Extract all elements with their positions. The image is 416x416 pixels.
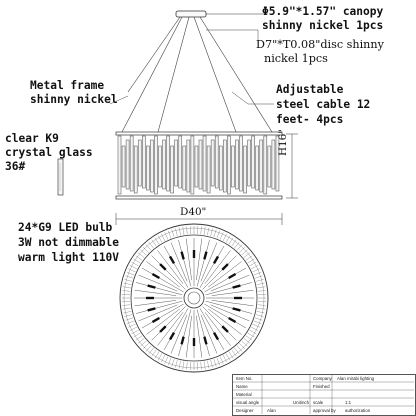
g9-bulb xyxy=(152,273,160,279)
frame-spoke xyxy=(204,304,246,328)
rim-crystal xyxy=(211,360,213,368)
frame-spoke xyxy=(152,306,186,340)
bulb-spec-line2: 3W not dimmable xyxy=(18,236,120,249)
rim-crystal xyxy=(175,360,177,368)
side-crystal xyxy=(219,146,222,190)
rim-crystal xyxy=(204,361,205,369)
frame-spoke xyxy=(197,310,209,356)
g9-bulb xyxy=(169,256,175,264)
g9-bulb xyxy=(221,325,228,332)
frame-spoke xyxy=(164,308,188,350)
side-crystal xyxy=(211,140,214,186)
side-crystal xyxy=(256,146,259,190)
rim-crystal xyxy=(258,305,266,306)
frame-spoke xyxy=(164,246,188,288)
side-crystal xyxy=(223,140,226,192)
rim-crystal xyxy=(161,355,165,362)
finished-label: Finished xyxy=(313,384,330,389)
steel-cables xyxy=(122,17,272,132)
side-crystal xyxy=(159,146,162,187)
designer-label: Designer xyxy=(236,408,254,413)
frame-spoke xyxy=(135,290,177,295)
scale-value: 1:1 xyxy=(345,400,352,405)
crystal-sample xyxy=(58,159,63,195)
rim-crystal xyxy=(123,308,131,309)
frame-spoke xyxy=(146,261,179,287)
frame-spoke xyxy=(186,316,191,358)
rim-crystal xyxy=(201,362,202,370)
rim-crystal xyxy=(124,283,132,285)
rim-crystal xyxy=(223,355,227,362)
frame-spoke xyxy=(205,312,231,345)
side-crystal xyxy=(207,146,210,193)
rim-crystal xyxy=(242,341,248,346)
rim-crystal xyxy=(140,341,146,346)
side-crystal xyxy=(235,140,238,189)
rim-crystal xyxy=(161,234,165,241)
g9-bulb xyxy=(180,251,184,259)
rim-crystal xyxy=(175,228,177,236)
canopy xyxy=(176,11,268,17)
company-label: Company xyxy=(313,376,332,381)
authorization-label: authorization xyxy=(345,408,371,413)
g9-bulb xyxy=(213,332,219,340)
rim-crystal xyxy=(244,253,250,258)
frame-spoke xyxy=(200,246,224,288)
side-view-chandelier xyxy=(116,132,282,199)
visual-angle-label: visual angle xyxy=(236,400,260,405)
frame-spoke xyxy=(157,250,183,283)
disc-spec-line2: nickel 1pcs xyxy=(264,52,328,65)
canopy-spec-line2: shinny nickel 1pcs xyxy=(262,19,384,32)
g9-bulb xyxy=(159,325,166,332)
side-crystal xyxy=(179,136,182,188)
side-crystal xyxy=(260,140,263,192)
frame-spoke xyxy=(157,312,183,345)
rim-crystal xyxy=(257,283,265,285)
rim-crystal xyxy=(179,361,181,369)
g9-bulb xyxy=(169,332,175,340)
unit-label: Unit xyxy=(293,400,301,405)
side-crystal xyxy=(126,140,129,189)
rim-crystal xyxy=(138,253,144,258)
frame-spoke xyxy=(196,316,201,358)
rim-crystal xyxy=(146,346,151,352)
frame-spoke xyxy=(142,268,184,292)
rim-crystal xyxy=(258,290,266,291)
cable-spec-line2: steel cable 12 xyxy=(276,98,371,111)
frame-spoke xyxy=(212,290,254,295)
frame-spoke xyxy=(202,306,236,340)
frame-spoke xyxy=(178,310,190,356)
side-crystal xyxy=(191,136,194,194)
frame-spoke xyxy=(152,256,186,290)
g9-bulb xyxy=(147,284,155,288)
top-view-chandelier xyxy=(120,224,268,372)
side-crystal xyxy=(146,146,149,190)
g9-bulb xyxy=(228,317,236,323)
side-crystal xyxy=(268,146,271,187)
g9-bulb xyxy=(232,284,240,288)
rim-crystal xyxy=(251,265,258,269)
frame-spoke xyxy=(142,304,184,328)
rim-crystal xyxy=(207,228,209,236)
g9-bulb xyxy=(221,263,228,270)
rim-crystal xyxy=(123,287,131,288)
frame-spoke xyxy=(212,300,254,305)
frame-spoke xyxy=(196,239,201,281)
side-crystal xyxy=(130,136,133,191)
rim-crystal xyxy=(201,226,202,234)
rim-crystal xyxy=(239,343,245,349)
rim-crystal xyxy=(130,327,137,331)
g9-bulb xyxy=(146,297,154,299)
side-crystal xyxy=(227,136,230,194)
glass-spec-line3: 36# xyxy=(5,160,26,173)
rim-crystal xyxy=(255,318,263,320)
side-crystal xyxy=(175,140,178,186)
rim-crystal xyxy=(204,227,205,235)
side-crystal xyxy=(240,136,243,191)
side-crystal xyxy=(138,140,141,186)
side-crystal xyxy=(248,140,251,186)
rim-crystal xyxy=(255,276,263,278)
rim-crystal xyxy=(186,362,187,370)
rim-crystal xyxy=(149,242,154,248)
bulb-spec-line3: warm light 110V xyxy=(18,251,120,264)
approval-label: approval by xyxy=(313,408,336,413)
side-crystal xyxy=(142,136,145,188)
frame-spoke xyxy=(136,282,182,294)
side-crystal xyxy=(163,140,166,189)
rim-crystal xyxy=(257,287,265,288)
name-label: Name xyxy=(236,384,248,389)
frame-spoke xyxy=(205,250,231,283)
side-crystal xyxy=(122,146,125,187)
side-crystal xyxy=(154,136,157,194)
side-crystal xyxy=(171,146,174,193)
rim-crystal xyxy=(183,361,184,369)
side-crystal xyxy=(150,140,153,192)
frame-spoke xyxy=(186,239,191,281)
leader-lines xyxy=(110,30,274,104)
cable-spec-line3: feet- 4pcs xyxy=(276,113,344,126)
rim-crystal xyxy=(211,228,213,236)
side-crystal xyxy=(187,140,190,192)
rim-crystal xyxy=(256,279,264,281)
canopy-spec-line1: Φ5.9"*1.57" canopy xyxy=(262,5,384,18)
rim-crystal xyxy=(124,315,132,317)
rim-crystal xyxy=(237,244,242,250)
disc-spec-line1: D7"*T0.08"disc shinny xyxy=(256,38,384,51)
side-crystal xyxy=(252,136,255,188)
side-crystal xyxy=(203,136,206,191)
frame-spoke xyxy=(136,301,182,313)
frame-spoke xyxy=(135,300,177,305)
rim-crystal xyxy=(251,327,258,331)
frame-spoke xyxy=(197,240,209,286)
rim-crystal xyxy=(124,311,132,313)
rim-crystal xyxy=(172,230,174,238)
rim-crystal xyxy=(237,346,242,352)
rim-crystal xyxy=(214,230,216,238)
rim-crystal xyxy=(126,318,134,320)
rim-crystal xyxy=(256,315,264,317)
rim-crystal xyxy=(149,348,154,354)
bulb-spec-line1: 24*G9 LED bulb xyxy=(18,221,113,234)
designer-value: Alan xyxy=(267,408,276,413)
frame-spoke xyxy=(204,268,246,292)
frame-spoke xyxy=(146,309,179,335)
scale-label: scale xyxy=(313,400,324,405)
rim-crystal xyxy=(257,308,265,309)
height-label: H16" xyxy=(277,128,289,156)
rim-crystal xyxy=(124,279,132,281)
rim-crystal xyxy=(183,227,184,235)
frame-spoke xyxy=(208,261,241,287)
rim-crystal xyxy=(223,234,227,241)
side-crystal xyxy=(215,136,218,188)
rim-crystal xyxy=(179,228,181,236)
side-crystal xyxy=(118,136,121,194)
frame-spoke xyxy=(208,309,241,335)
frame-spec-line1: Metal frame xyxy=(30,79,105,92)
side-crystal xyxy=(167,136,170,191)
side-crystal xyxy=(231,146,234,187)
g9-bulb xyxy=(228,273,236,279)
rim-crystal xyxy=(207,361,209,369)
unit-value: inch xyxy=(301,400,310,405)
cable-spec-line1: Adjustable xyxy=(276,83,344,96)
rim-crystal xyxy=(146,244,151,250)
g9-bulb xyxy=(193,250,195,258)
rim-crystal xyxy=(143,343,149,349)
rim-crystal xyxy=(122,305,130,306)
g9-bulb xyxy=(234,297,242,299)
material-label: Material xyxy=(236,392,252,397)
item-no-label: Item No. xyxy=(236,376,253,381)
frame-spoke xyxy=(206,301,252,313)
rim-crystal xyxy=(257,311,265,313)
frame-spoke xyxy=(200,308,224,350)
frame-spoke xyxy=(202,256,236,290)
title-block xyxy=(232,374,416,416)
rim-crystal xyxy=(234,348,239,354)
diameter-label: D40" xyxy=(180,206,207,218)
rim-crystal xyxy=(138,338,144,343)
side-crystal xyxy=(183,146,186,190)
rim-crystal xyxy=(172,359,174,367)
side-crystal xyxy=(199,140,202,189)
rim-crystal xyxy=(143,247,149,253)
rim-crystal xyxy=(122,290,130,291)
side-crystal xyxy=(264,136,267,194)
g9-bulb xyxy=(203,336,207,344)
rim-crystal xyxy=(140,250,146,255)
g9-bulb xyxy=(152,317,160,323)
rim-crystal xyxy=(234,242,239,248)
side-crystal xyxy=(134,146,137,193)
g9-bulb xyxy=(203,251,207,259)
rim-crystal xyxy=(130,265,137,269)
frame-spec-line2: shinny nickel xyxy=(30,93,118,106)
side-crystal xyxy=(195,146,198,187)
rim-crystal xyxy=(242,250,248,255)
frame-spoke xyxy=(206,282,252,294)
g9-bulb xyxy=(213,256,219,264)
glass-spec-line2: crystal glass xyxy=(5,146,93,159)
rim-crystal xyxy=(214,359,216,367)
side-crystal xyxy=(272,140,275,189)
rim-crystal xyxy=(126,276,134,278)
g9-bulb xyxy=(193,338,195,346)
rim-crystal xyxy=(239,247,245,253)
g9-bulb xyxy=(159,263,166,270)
rim-crystal xyxy=(186,226,187,234)
g9-bulb xyxy=(180,336,184,344)
side-crystal xyxy=(244,146,247,193)
frame-spoke xyxy=(178,240,190,286)
g9-bulb xyxy=(147,307,155,311)
glass-spec-line1: clear K9 xyxy=(5,132,59,145)
company-value: Alan mirabi lighting xyxy=(337,376,375,381)
g9-bulb xyxy=(232,307,240,311)
rim-crystal xyxy=(244,338,250,343)
